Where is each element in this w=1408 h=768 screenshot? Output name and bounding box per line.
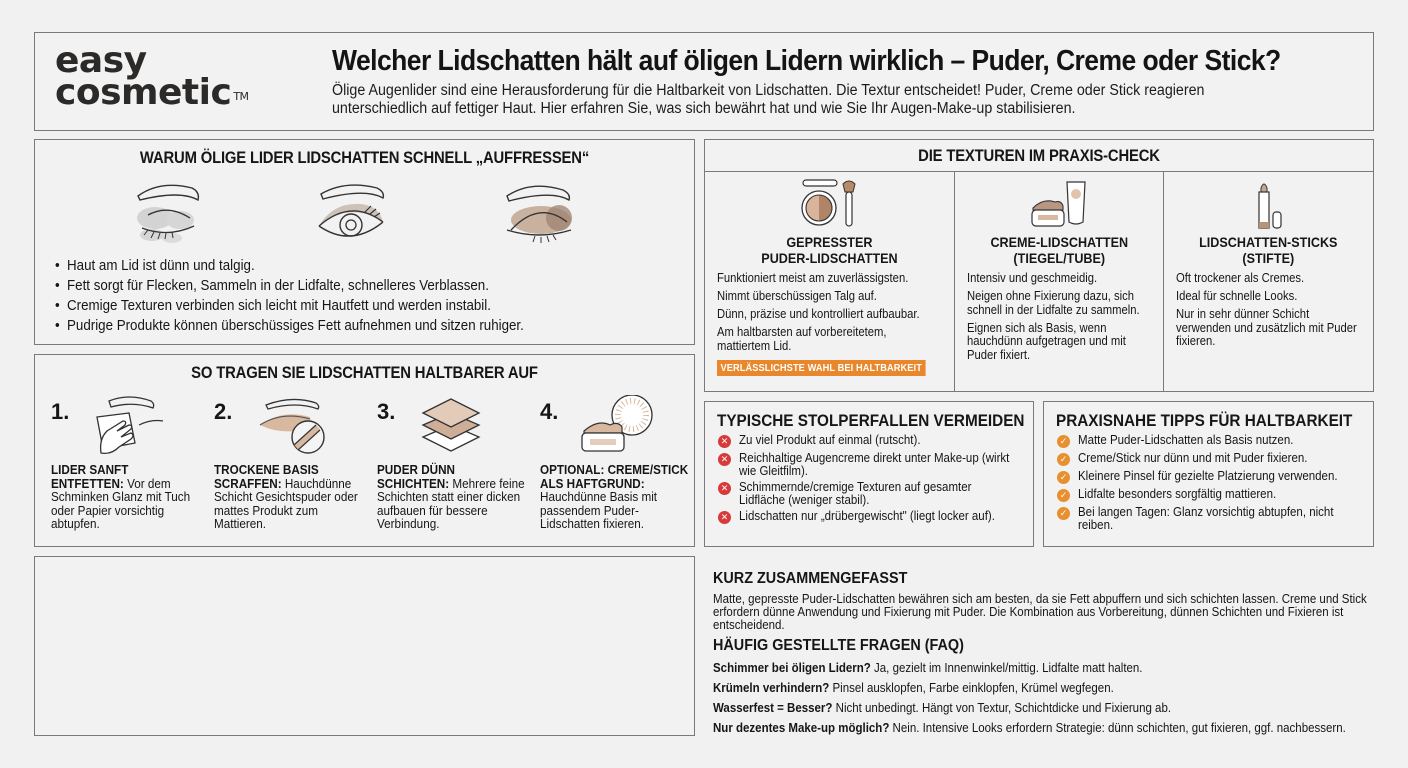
faq-answer: Nein. Intensive Looks erfordern Strategie: dünn schichten, gut fixieren, ggf. nachbessern.: [889, 721, 1346, 735]
card-points: [1164, 272, 1373, 349]
faq-list: [713, 658, 1378, 738]
stick-icon: [1249, 178, 1289, 230]
summary-section: [713, 570, 1378, 738]
check-circle-icon: ✓: [1057, 453, 1070, 466]
trademark: TM: [233, 90, 249, 103]
list-item: ✓ Creme/Stick nur dünn und mit Puder fixieren.: [1057, 452, 1373, 466]
pitfalls-list: [718, 434, 1033, 524]
step-number: 3.: [377, 399, 396, 424]
eye-open-shadow-icon: [313, 182, 393, 247]
why-section: [34, 139, 695, 345]
check-circle-icon: ✓: [1057, 507, 1070, 520]
card-points: [955, 272, 1164, 362]
section-title: SO TRAGEN SIE LIDSCHATTEN HALTBARER AUF: [191, 364, 538, 382]
faq-item: [713, 658, 1325, 678]
section-title: DIE TEXTUREN IM PRAXIS-CHECK: [918, 147, 1160, 165]
card-title: GEPRESSTER PUDER-LIDSCHATTEN: [761, 234, 898, 266]
cream-jar-icon: [578, 395, 658, 457]
faq-item: [713, 718, 1346, 738]
step-text: LIDER SANFT ENTFETTEN: Vor dem Schminken Glanz mit Tuch oder Papier vorsichtig abtupfen.: [51, 462, 191, 531]
textures-columns: [705, 172, 1373, 391]
list-item: ✓ Lidfalte besonders sorgfältig mattieren.: [1057, 488, 1373, 502]
pitfalls-section: [704, 401, 1034, 547]
eye-illustrations: [35, 182, 694, 247]
list-item: ✓ Kleinere Pinsel für gezielte Platzierung verwenden.: [1057, 470, 1373, 484]
faq-question: Krümeln verhindern?: [713, 681, 830, 695]
x-circle-icon: ✕: [718, 453, 731, 466]
list-item: • Cremige Texturen verbinden sich leicht mit Hautfett und werden instabil.: [55, 296, 524, 316]
brand-logo[interactable]: [55, 40, 249, 113]
list-item: Eignen sich als Basis, wenn hauchdünn aufgetragen und mit Puder fixiert.: [966, 320, 1126, 362]
list-item: Am haltbarsten auf vorbereitetem, mattiertem Lid.: [717, 325, 887, 353]
list-item: Funktioniert meist am zuverlässigsten.: [717, 271, 909, 285]
logo-line-2: cosmetic: [55, 72, 232, 113]
textures-header: [705, 140, 1373, 172]
eye-closed-shadow-icon: [499, 182, 579, 247]
list-item: ✕ Reichhaltige Augencreme direkt unter Make-up (wirkt wie Gleitfilm).: [718, 452, 1033, 477]
section-title: PRAXISNAHE TIPPS FÜR HALTBARKEIT: [1056, 411, 1353, 430]
recommendation-badge: VERLÄSSLICHSTE WAHL BEI HALTBARKEIT: [717, 360, 925, 376]
tips-list: [1057, 434, 1373, 531]
summary-text: Matte, gepresste Puder-Lidschatten bewähren sich am besten, da sie Fett abpuffern und sich schichten lassen. Creme und Stick erfordern dünne Anwendung und Fixierung mit Puder. Die Kombination aus Vorbereitung, dünnen Schichten und Fixieren ist entscheidend.: [713, 592, 1367, 632]
step-text: OPTIONAL: CREME/STICK ALS HAFTGRUND: Hauchdünne Basis mit passendem Puder-Lidschatten fixieren.: [540, 462, 689, 531]
list-item: • Pudrige Produkte können überschüssiges Fett aufnehmen und sitzen ruhiger.: [55, 316, 524, 336]
x-circle-icon: ✕: [718, 482, 731, 495]
faq-answer: Ja, gezielt im Innenwinkel/mittig. Lidfalte matt halten.: [870, 661, 1143, 675]
list-item: ✓ Matte Puder-Lidschatten als Basis nutzen.: [1057, 434, 1373, 448]
step-number: 4.: [540, 399, 559, 424]
list-item: ✕ Zu viel Produkt auf einmal (rutscht).: [718, 434, 1033, 448]
faq-question: Wasserfest = Besser?: [713, 701, 833, 715]
list-item: Oft trockener als Cremes.: [1176, 271, 1305, 285]
list-item: Neigen ohne Fixierung dazu, sich schnell in der Lidfalte zu sammeln.: [966, 289, 1140, 317]
faq-question: Nur dezentes Make-up möglich?: [713, 721, 890, 735]
why-bullet-list: [55, 256, 565, 336]
list-item: Nimmt überschüssigen Talg auf.: [717, 289, 877, 303]
step-text: PUDER DÜNN SCHICHTEN: Mehrere feine Schichten statt einer dicken aufbauen für bessere Verbindung.: [377, 462, 525, 531]
eye-smudged-icon: [130, 182, 210, 247]
x-circle-icon: ✕: [718, 511, 731, 524]
texture-card-powder: [705, 172, 955, 391]
logo-line-1: easy: [55, 40, 147, 81]
page-title: Welcher Lidschatten hält auf öligen Lidern wirklich – Puder, Creme oder Stick?: [332, 45, 1281, 77]
texture-card-stick: [1164, 172, 1373, 391]
powder-compact-icon: [799, 178, 859, 230]
section-title: WARUM ÖLIGE LIDER LIDSCHATTEN SCHNELL „AUFFRESSEN“: [139, 149, 590, 167]
list-item: Dünn, präzise und kontrolliert aufbaubar.: [717, 307, 920, 321]
layers-icon: [415, 395, 495, 457]
list-item: • Haut am Lid ist dünn und talgig.: [55, 256, 524, 276]
list-item: Ideal für schnelle Looks.: [1176, 289, 1298, 303]
header: [34, 32, 1374, 131]
matte-base-icon: [252, 395, 332, 457]
step-number: 2.: [214, 399, 233, 424]
steps-section: [34, 354, 695, 547]
list-item: ✓ Bei langen Tagen: Glanz vorsichtig abtupfen, nicht reiben.: [1057, 506, 1373, 531]
list-item: • Fett sorgt für Flecken, Sammeln in der Lidfalte, schnelleres Verblassen.: [55, 276, 524, 296]
section-title: TYPISCHE STOLPERFALLEN VERMEIDEN: [717, 411, 1025, 430]
list-item: ✕ Schimmernde/cremige Texturen auf gesamter Lidfläche (weniger stabil).: [718, 481, 1033, 506]
card-points: [705, 272, 954, 353]
summary-title: KURZ ZUSAMMENGEFASST: [713, 570, 908, 587]
cream-tube-icon: [1029, 178, 1089, 230]
faq-answer: Nicht unbedingt. Hängt von Textur, Schichtdicke und Fixierung ab.: [832, 701, 1172, 715]
check-circle-icon: ✓: [1057, 471, 1070, 484]
tips-section: [1043, 401, 1374, 547]
empty-panel: [34, 556, 695, 736]
step-number: 1.: [51, 399, 70, 424]
step-text: TROCKENE BASIS SCRAFFEN: Hauchdünne Schicht Gesichtspuder oder mattes Produkt zum Mattieren.: [214, 462, 358, 531]
texture-card-cream: [955, 172, 1165, 391]
blotting-hand-icon: [89, 395, 169, 457]
faq-item: [713, 678, 1325, 698]
textures-section: [704, 139, 1374, 392]
page-intro: Ölige Augenlider sind eine Herausforderung für die Haltbarkeit von Lidschatten. Die Textur entscheidet! Puder, Creme oder Stick reagieren unterschiedlich auf fettiger Haut. Hier erfahren Sie, was sich bewährt hat und wie Sie Ihr Augen-Make-up stabilisieren.: [332, 82, 1205, 117]
faq-title: HÄUFIG GESTELLTE FRAGEN (FAQ): [713, 637, 964, 654]
faq-question: Schimmer bei öligen Lidern?: [713, 661, 871, 675]
card-title: CREME-LIDSCHATTEN (TIEGEL/TUBE): [990, 234, 1128, 266]
card-title: LIDSCHATTEN-STICKS (STIFTE): [1199, 234, 1338, 266]
list-item: Nur in sehr dünner Schicht verwenden und zusätzlich mit Puder fixieren.: [1176, 307, 1358, 348]
list-item: Intensiv und geschmeidig.: [966, 271, 1097, 285]
list-item: ✕ Lidschatten nur „drübergewischt" (liegt locker auf).: [718, 510, 1033, 524]
faq-item: [713, 698, 1325, 718]
faq-answer: Pinsel ausklopfen, Farbe einklopfen, Krümel wegfegen.: [829, 681, 1114, 695]
check-circle-icon: ✓: [1057, 435, 1070, 448]
x-circle-icon: ✕: [718, 435, 731, 448]
check-circle-icon: ✓: [1057, 489, 1070, 502]
